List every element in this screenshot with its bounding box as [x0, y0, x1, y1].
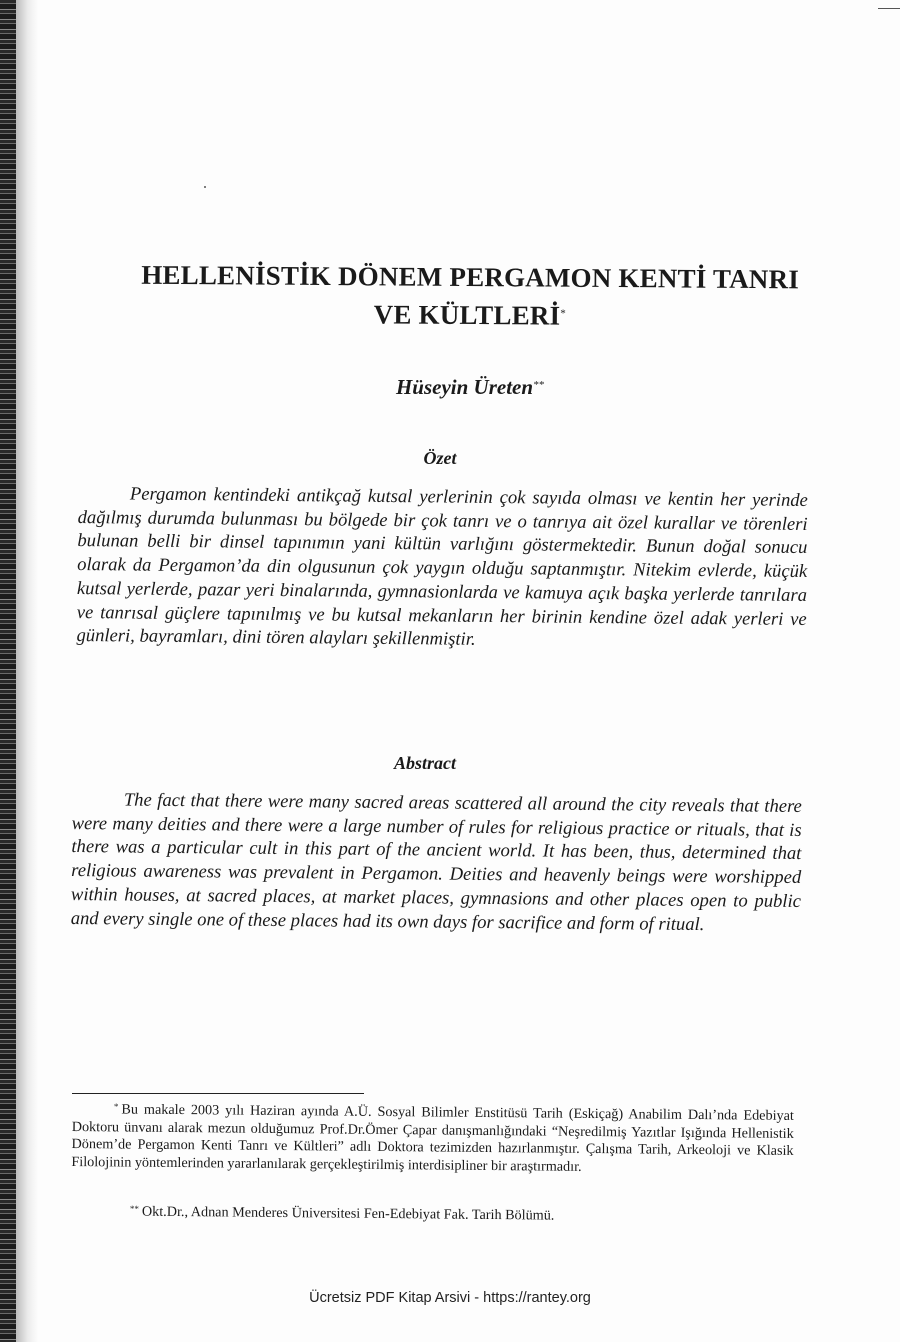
footnote-2 [72, 1203, 794, 1228]
abstract-heading: Abstract [393, 753, 456, 773]
ozet-heading: Özet [423, 448, 457, 468]
footnote-1 [71, 1101, 794, 1178]
author-name-text: Hüseyin Üreten [395, 375, 534, 399]
binding-edge [0, 0, 16, 1342]
footnote-1-mark: * [113, 1101, 119, 1112]
author-footnote-mark: ** [533, 379, 545, 391]
title-line-1: HELLENİSTİK DÖNEM PERGAMON KENTİ TANRI [141, 259, 800, 295]
footnote-2-mark: ** [129, 1203, 139, 1214]
footnote-1-text: Bu makale 2003 yılı Haziran ayında A.Ü. Sosyal Bilimler Enstitüsü Tarih (Eskiçağ) Anabilim Dalı’nda Edebiyat Doktoru ünvanı alarak mezun olduğumuz Prof.Dr.Ömer Çapar danışmanlığındaki “Neşredilmiş Yazıtlar Işığında Hellenistik Dönem’de Pergamon Kenti Tanrı ve Kültleri” adlı Doktora tezimizden hazırlanmıştır. Çalışma Tarih, Arkeoloji ve Klasik Filolojinin yöntemlerinden yararlanılarak gerçekleştirilmiş interdisipliner bir araştırmadır. [71, 1101, 794, 1175]
footnote-divider [72, 1093, 364, 1094]
corner-mark [878, 0, 900, 9]
article-title [70, 255, 871, 337]
title-line-2-text: VE KÜLTLERİ [373, 299, 561, 331]
title-footnote-mark: * [560, 307, 567, 320]
footnote-2-text: Okt.Dr., Adnan Menderes Üniversitesi Fen-Edebiyat Fak. Tarih Bölümü. [141, 1203, 555, 1224]
title-line-2 [70, 293, 870, 337]
watermark-link[interactable]: Ücretsiz PDF Kitap Arsivi - https://rantey.org [309, 1290, 591, 1306]
scan-speck [204, 186, 206, 188]
author-name [70, 372, 870, 402]
ozet-paragraph: Pergamon kentindeki antikçağ kutsal yerlerinin çok sayıda olması ve kentin her yerinde dağılmış durumda bulunması bu bölgede bir çok tanrı ve o tanrıya ait özel kurallar ve törenleri bulunan belli bir dinsel tapınımın yani kültün varlığını göstermektedir. Bunun doğal sonucu olarak da Pergamon’da din olgusunun çok yaygın olduğu saptanmıştır. Nitekim evlerde, küçük kutsal yerlerde, pazar yeri binalarında, gymnasionlarda ve kamuya açık başka yerlerde tanrılara ve tanrısal güçlere tapınılmış ve bu kutsal mekanların her birinin kendine özel adak yerleri ve günleri, bayramları, dini tören alayları şekillenmiştir. [76, 483, 808, 651]
abstract-paragraph: The fact that there were many sacred areas scattered all around the city reveals that there were many deities and there were a large number of rules for religious practice or rituals, that is there was a particular cult in this part of the ancient world. It has been, thus, determined that religious awareness was prevalent in Pergamon. Deities and heavenly beings were worshipped within houses, at sacred places, at market places, gymnasions and other places open to public and every single one of these places had its own days for sacrifice and form of ritual. [70, 789, 802, 935]
